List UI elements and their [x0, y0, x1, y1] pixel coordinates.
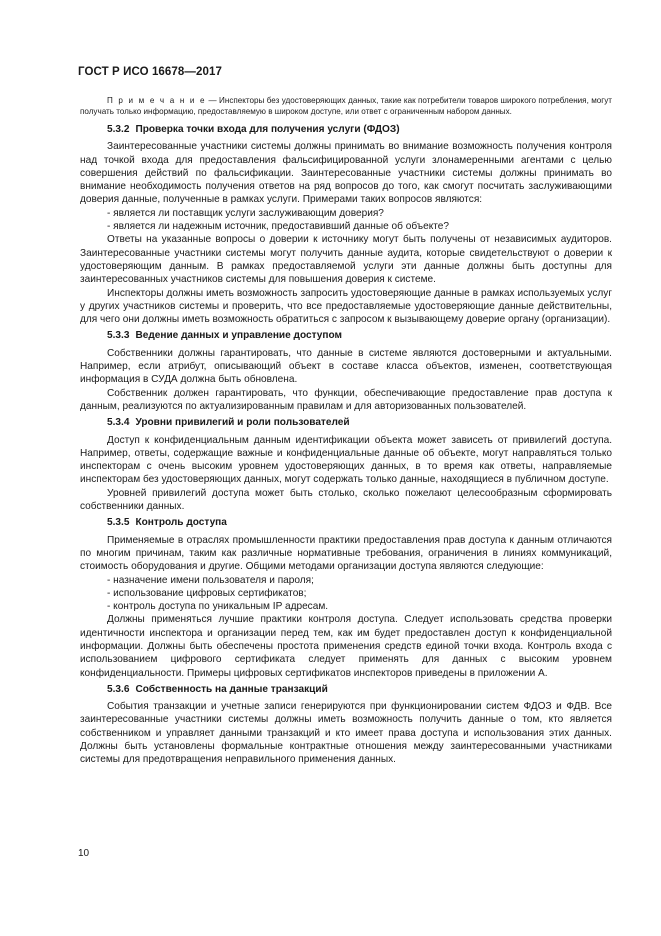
paragraph: Доступ к конфиденциальным данным идентификации объекта может зависеть от привилегий доступа. Например, ответы, содержащие важные и конфиденциальные данные об объекте, могут направляться только инспекторам с очень высоким уровнем удостоверяющих данных, в то время как ответы, направляемые инспекторам без удостоверяющих данных, могут содержать только данные, находящиеся в публичном доступе. [80, 434, 612, 486]
paragraph: Ответы на указанные вопросы о доверии к источнику могут быть получены от независимых аудиторов. Заинтересованные участники системы могут получить данные аудита, которые свидетельствуют о доверии к удостоверяющим данным. В рамках предоставляемой услуги эти данные должны быть доступны для заинтересованных участников системы для повышения доверия к системе. [80, 234, 612, 286]
list-item: - использование цифровых сертификатов; [107, 587, 307, 599]
list-item: - назначение имени пользователя и пароля; [107, 574, 314, 586]
note-label: П р и м е ч а н и е [107, 96, 207, 105]
section-5-3-5 [80, 516, 612, 680]
page-number: 10 [78, 848, 90, 859]
paragraph: События транзакции и учетные записи генерируются при функционировании систем ФДОЗ и ФДВ. Все заинтересованные участники системы должны иметь возможность получить данные о том, кто является собственником и управляет данными транзакций и кто имеет права доступа и использования этих данных. Должны быть установлены формальные контрактные отношения между заинтересованными участниками системы для предотвращения неправильного применения данных. [80, 701, 612, 766]
section-number: 5.3.3 [107, 330, 130, 342]
section-number: 5.3.2 [107, 124, 130, 135]
section-5-3-6 [80, 683, 612, 767]
section-number: 5.3.4 [107, 417, 130, 429]
paragraph: Заинтересованные участники системы должны принимать во внимание возможность получения контроля над точкой входа для предоставления фальсифицированной услуги злонамеренными агентами с целью совершения действий по фальсификации. Заинтересованные участники системы должны принимать во внимание необходимость получения ответов на ряд вопросов до того, как смогут посчитать заслуживающими доверия данные, полученные в рамках услуги. Примерами таких вопросов являются: [80, 141, 612, 206]
paragraph: Должны применяться лучшие практики контроля доступа. Следует использовать средства проверки идентичности инспектора и организации перед тем, как им будет предоставлен доступ к конфиденциальной информации. Должны быть обеспечены простота применения средств единой точки входа. Контроль входа с использованием цифрового сертификата следует применять для данных с высоким уровнем конфиденциальности. Примеры цифровых сертификатов инспекторов приведены в приложении А. [80, 614, 612, 679]
paragraph: Собственник должен гарантировать, что функции, обеспечивающие предоставление прав доступа к данным, реализуются по актуализированным правилам и для авторизованных пользователей. [80, 387, 612, 412]
paragraph: Инспекторы должны иметь возможность запросить удостоверяющие данные в рамках используемых услуг у других участников системы и проверить, что все предоставляемые удостоверяющие данные действительны, для чего они должны иметь возможность обратиться с запросом к вызывающему доверие органу (организации). [80, 287, 612, 326]
document-body [80, 95, 612, 767]
section-heading [107, 416, 612, 429]
section-number: 5.3.5 [107, 517, 130, 529]
paragraph: Уровней привилегий доступа может быть столько, сколько пожелают целесообразным сформировать собственники данных. [80, 487, 612, 513]
section-title: Проверка точки входа для получения услуги (ФДОЗ) [135, 124, 400, 135]
section-number: 5.3.6 [107, 683, 130, 695]
section-heading [107, 123, 612, 136]
section-title: Уровни привилегий и роли пользователей [135, 417, 350, 429]
note-paragraph [80, 95, 612, 117]
list-item: - является ли надежным источник, предоставивший данные об объекте? [107, 221, 449, 233]
list-item: - является ли поставщик услуги заслуживающим доверия? [107, 207, 384, 219]
note-text: — Инспекторы без удостоверяющих данных, такие как потребители товаров широкого потребления, могут получать только информацию, предоставляемую в широком доступе, или ответ с ограниченным набором данных. [80, 96, 612, 116]
document-header: ГОСТ Р ИСО 16678—2017 [78, 66, 223, 78]
section-5-3-2 [80, 123, 612, 326]
paragraph: Собственники должны гарантировать, что данные в системе являются достоверными и актуальными. Например, если атрибут, описывающий объект в составе класса объектов, изменен, соответствующая информация в СУДА должна быть обновлена. [80, 347, 612, 386]
section-5-3-3 [80, 329, 612, 413]
paragraph: Применяемые в отраслях промышленности практики предоставления прав доступа к данным отличаются по многим причинам, таким как различные нормативные требования, ограничения в линиях коммуникаций, стоимость оборудования и другие. Общими методами организации доступа являются следующие: [80, 534, 612, 573]
section-title: Ведение данных и управление доступом [135, 330, 342, 342]
section-5-3-4 [80, 416, 612, 513]
list-item: - контроль доступа по уникальным IP адресам. [107, 601, 329, 613]
section-title: Собственность на данные транзакций [135, 683, 328, 695]
section-title: Контроль доступа [135, 517, 227, 529]
section-heading [107, 329, 612, 342]
section-heading [107, 516, 612, 529]
section-heading [107, 683, 612, 696]
sections-container [80, 123, 612, 767]
